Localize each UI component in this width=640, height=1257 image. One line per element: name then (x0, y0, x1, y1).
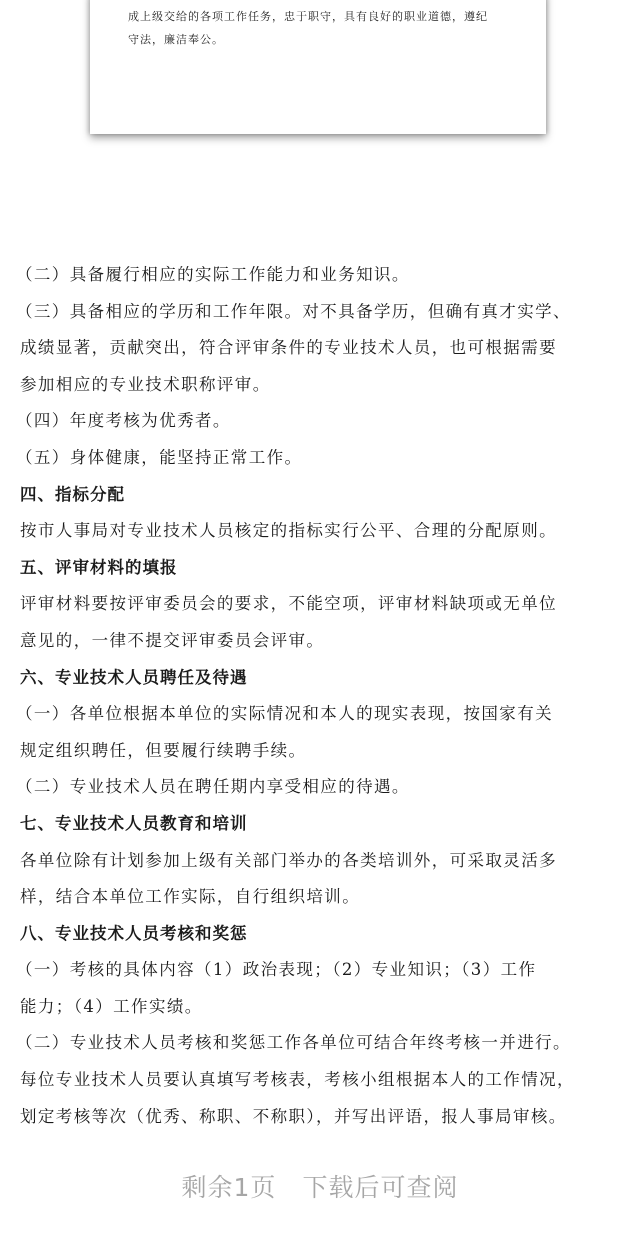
remaining-pages-label: 剩余1页 (181, 1173, 277, 1202)
page-preview (0, 0, 640, 150)
paragraph-line: （二）专业技术人员考核和奖惩工作各单位可结合年终考核一并进行。 (16, 1033, 571, 1053)
paragraph-line: （二）专业技术人员在聘任期内享受相应的待遇。 (16, 777, 410, 797)
paragraph-line: 每位专业技术人员要认真填写考核表，考核小组根据本人的工作情况， (20, 1070, 575, 1090)
paragraph-line: 成绩显著，贡献突出，符合评审条件的专业技术人员，也可根据需要 (20, 338, 557, 358)
preview-text (128, 0, 520, 51)
section-heading: 四、指标分配 (20, 484, 125, 504)
paragraph-line: 样，结合本单位工作实际，自行组织培训。 (20, 887, 361, 907)
paragraph-line: （一）各单位根据本单位的实际情况和本人的现实表现，按国家有关 (16, 704, 553, 724)
document-body (16, 257, 632, 1135)
section-heading: 八、专业技术人员考核和奖惩 (20, 923, 248, 943)
preview-line: 守法，廉洁奉公。 (128, 33, 224, 46)
paragraph-line: 各单位除有计划参加上级有关部门举办的各类培训外，可采取灵活多 (20, 850, 557, 870)
paragraph-line: （四）年度考核为优秀者。 (16, 411, 231, 431)
paragraph-line: 按市人事局对专业技术人员核定的指标实行公平、合理的分配原则。 (20, 521, 557, 541)
preview-card (90, 0, 546, 134)
download-hint-label: 下载后可查阅 (302, 1173, 459, 1202)
paragraph-line: （二）具备履行相应的实际工作能力和业务知识。 (16, 265, 410, 284)
paragraph-line: （三）具备相应的学历和工作年限。对不具备学历，但确有真才实学、 (16, 301, 571, 321)
paragraph-line: 规定组织聘任，但要履行续聘手续。 (20, 740, 307, 760)
paragraph-line: 评审材料要按评审委员会的要求，不能空项，评审材料缺项或无单位 (20, 594, 557, 614)
section-heading: 五、评审材料的填报 (20, 557, 178, 577)
section-heading: 七、专业技术人员教育和培训 (20, 813, 248, 833)
paragraph-line: 意见的，一律不提交评审委员会评审。 (20, 630, 325, 650)
preview-line: 成上级交给的各项工作任务，忠于职守，具有良好的职业道德，遵纪 (128, 10, 488, 23)
paragraph-line: 能力；（4）工作实绩。 (20, 996, 203, 1016)
paragraph-line: （一）考核的具体内容（1）政治表现；（2）专业知识；（3）工作 (16, 960, 537, 980)
paragraph-line: （五）身体健康，能坚持正常工作。 (16, 447, 303, 467)
paragraph-line: 划定考核等次（优秀、称职、不称职），并写出评语，报人事局审核。 (20, 1106, 567, 1126)
remaining-pages-banner[interactable] (0, 1168, 640, 1204)
paragraph-line: 参加相应的专业技术职称评审。 (20, 374, 271, 394)
section-heading: 六、专业技术人员聘任及待遇 (20, 667, 248, 687)
